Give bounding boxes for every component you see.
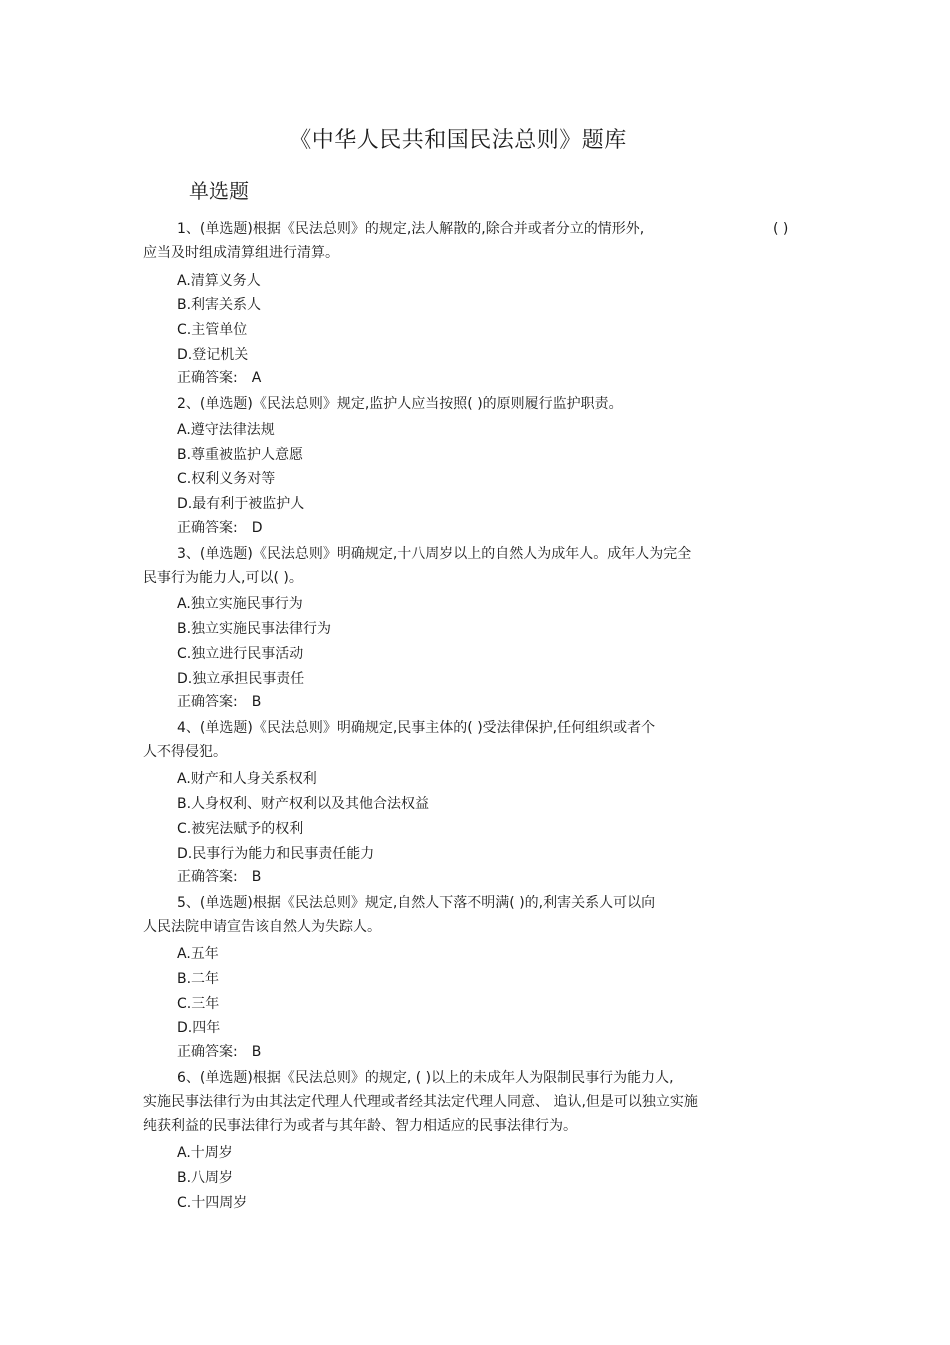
- option-c: C.独立进行民事活动: [177, 646, 304, 662]
- option-a: A.五年: [177, 946, 219, 962]
- option-d: D.最有利于被监护人: [177, 496, 305, 512]
- option-a: A.遵守法律法规: [177, 422, 275, 438]
- option-b: B.利害关系人: [177, 297, 262, 313]
- question-line: 3、(单选题)《民法总则》明确规定,十八周岁以上的自然人为成年人。成年人为完全: [177, 546, 692, 562]
- question-line: 人民法院申请宣告该自然人为失踪人。: [143, 919, 381, 935]
- answer-value: B: [251, 694, 262, 710]
- answer-label: 正确答案:: [177, 1044, 238, 1060]
- question-line: 6、(单选题)根据《民法总则》的规定, ( )以上的未成年人为限制民事行为能力人,: [177, 1070, 674, 1086]
- answer-label: 正确答案:: [177, 869, 238, 885]
- option-d: D.四年: [177, 1020, 221, 1036]
- option-b: B.人身权利、财产权利以及其他合法权益: [177, 796, 430, 812]
- option-c: C.被宪法赋予的权利: [177, 821, 304, 837]
- option-c: C.十四周岁: [177, 1195, 248, 1211]
- question-line: 应当及时组成清算组进行清算。: [143, 245, 339, 261]
- option-a: A.独立实施民事行为: [177, 596, 303, 612]
- option-a: A.十周岁: [177, 1145, 233, 1161]
- answer-value: B: [251, 1044, 262, 1060]
- question-line: 2、(单选题)《民法总则》规定,监护人应当按照( )的原则履行监护职责。: [177, 396, 623, 412]
- question-line: 4、(单选题)《民法总则》明确规定,民事主体的( )受法律保护,任何组织或者个: [177, 720, 656, 736]
- correct-answer: [177, 865, 261, 889]
- question-1-text: [143, 217, 808, 265]
- correct-answer: [177, 1040, 261, 1064]
- section-title: 单选题: [189, 179, 249, 203]
- option-d: D.民事行为能力和民事责任能力: [177, 846, 375, 862]
- question-line: 5、(单选题)根据《民法总则》规定,自然人下落不明满( )的,利害关系人可以向: [177, 895, 656, 911]
- option-d: D.独立承担民事责任: [177, 671, 305, 687]
- option-c: C.三年: [177, 996, 220, 1012]
- question-6-text: [143, 1066, 808, 1138]
- question-line: 民事行为能力人,可以( )。: [143, 570, 303, 586]
- correct-answer: [177, 516, 263, 540]
- answer-label: 正确答案:: [177, 694, 238, 710]
- question-line: 1、(单选题)根据《民法总则》的规定,法人解散的,除合并或者分立的情形外,: [177, 221, 645, 237]
- option-c: C.权利义务对等: [177, 471, 276, 487]
- correct-answer: [177, 690, 261, 714]
- answer-value: B: [251, 869, 262, 885]
- question-line: 人不得侵犯。: [143, 744, 227, 760]
- answer-blank: ( ): [773, 221, 789, 237]
- document-title: 《中华人民共和国民法总则》题库: [289, 128, 627, 153]
- question-3-text: [143, 542, 808, 590]
- answer-value: D: [251, 520, 263, 536]
- answer-value: A: [251, 370, 262, 386]
- option-b: B.独立实施民事法律行为: [177, 621, 332, 637]
- question-4-text: [143, 716, 808, 764]
- question-2-text: [143, 392, 808, 416]
- question-line: 纯获利益的民事法律行为或者与其年龄、智力相适应的民事法律行为。: [143, 1118, 577, 1134]
- question-5-text: [143, 891, 808, 939]
- option-d: D.登记机关: [177, 347, 249, 363]
- option-a: A.财产和人身关系权利: [177, 771, 317, 787]
- answer-label: 正确答案:: [177, 370, 238, 386]
- correct-answer: [177, 366, 261, 390]
- option-a: A.清算义务人: [177, 273, 261, 289]
- option-b: B.尊重被监护人意愿: [177, 447, 304, 463]
- option-c: C.主管单位: [177, 322, 248, 338]
- option-b: B.八周岁: [177, 1170, 234, 1186]
- question-line: 实施民事法律行为由其法定代理人代理或者经其法定代理人同意、 追认,但是可以独立实施: [143, 1094, 698, 1110]
- option-b: B.二年: [177, 971, 220, 987]
- answer-label: 正确答案:: [177, 520, 238, 536]
